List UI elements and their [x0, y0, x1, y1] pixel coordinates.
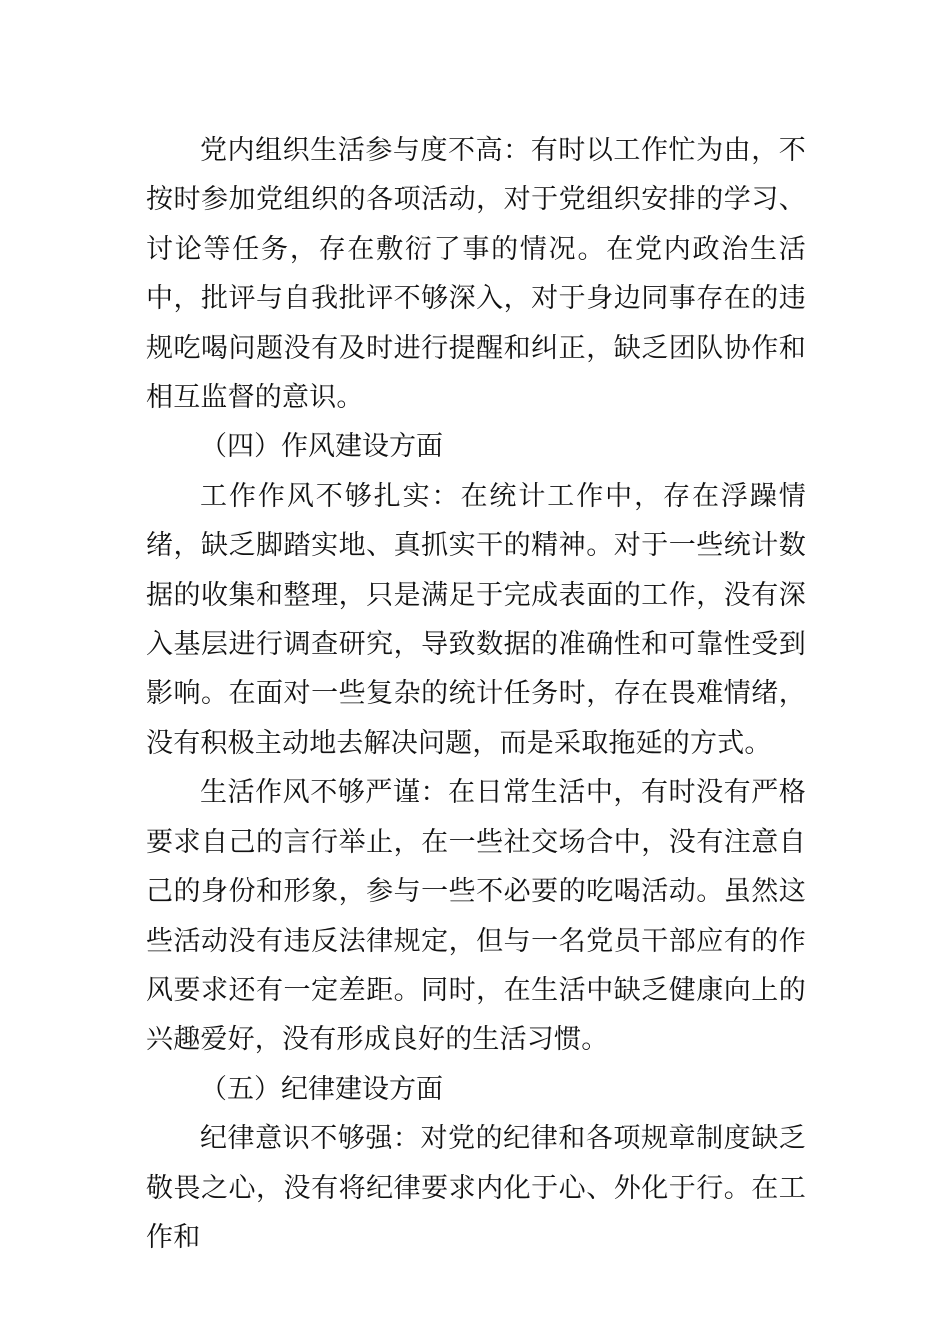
section-heading-work-style: （四）作风建设方面	[200, 431, 443, 463]
paragraph-discipline: 纪律意识不够强：对党的纪律和各项规章制度缺乏敬畏之心，没有将纪律要求内化于心、外化于行。在工作和	[146, 1123, 806, 1253]
paragraph-party-life: 党内组织生活参与度不高：有时以工作忙为由，不按时参加党组织的各项活动，对于党组织安排的学习、讨论等任务，存在敷衍了事的情况。在党内政治生活中，批评与自我批评不够深入，对于身边同事存在的违规吃喝问题没有及时进行提醒和纠正，缺乏团队协作和相互监督的意识。	[146, 135, 806, 414]
paragraph-life-style: 生活作风不够严谨：在日常生活中，有时没有严格要求自己的言行举止，在一些社交场合中，没有注意自己的身份和形象，参与一些不必要的吃喝活动。虽然这些活动没有违反法律规定，但与一名党员干部应有的作风要求还有一定差距。同时，在生活中缺乏健康向上的兴趣爱好，没有形成良好的生活习惯。	[146, 777, 806, 1056]
section-heading-discipline: （五）纪律建设方面	[200, 1073, 443, 1105]
paragraph-work-style: 工作作风不够扎实：在统计工作中，存在浮躁情绪，缺乏脚踏实地、真抓实干的精神。对于一些统计数据的收集和整理，只是满足于完成表面的工作，没有深入基层进行调查研究，导致数据的准确性和可靠性受到影响。在面对一些复杂的统计任务时，存在畏难情绪，没有积极主动地去解决问题，而是采取拖延的方式。	[146, 480, 806, 759]
document-body	[146, 126, 806, 1262]
